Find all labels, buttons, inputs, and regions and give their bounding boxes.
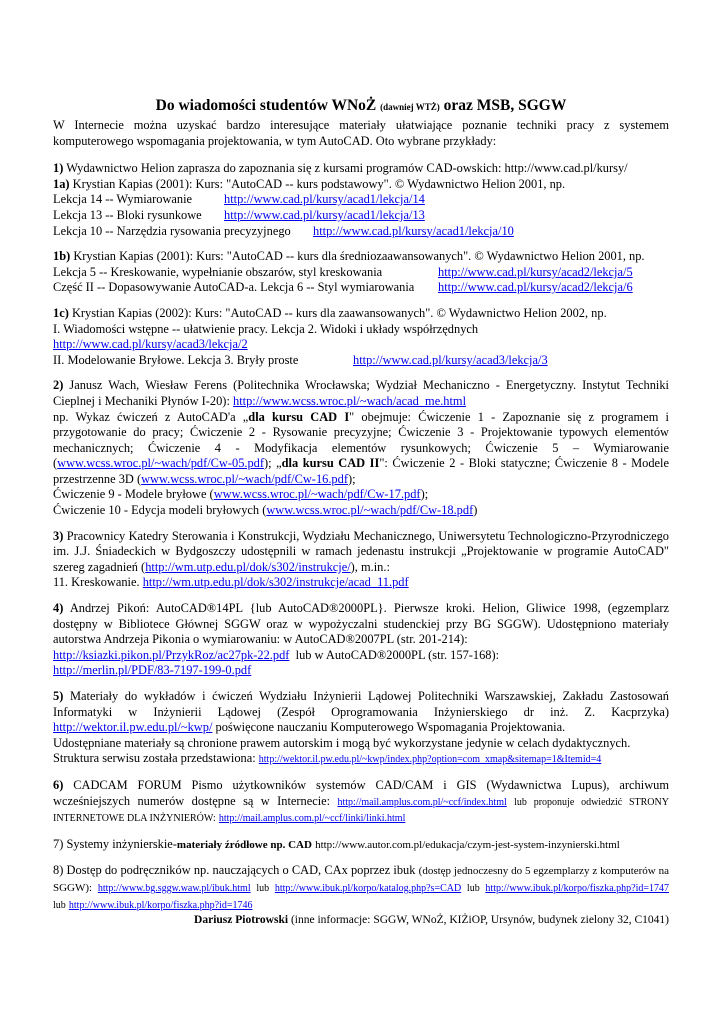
lesson-link[interactable]: http://www.cad.pl/kursy/acad1/lekcja/13 [224,207,425,222]
course-cad-2: dla kursu CAD II [281,456,380,471]
document-page [53,97,669,929]
section-5-line2: Udostępniane materiały są chronione prawem autorskim i mogą być wykorzystane jedynie w celach dydaktycznych. [53,735,631,750]
section-4-links [53,648,669,664]
lesson-row [53,192,669,208]
cw17-link[interactable]: www.wcss.wroc.pl/~wach/pdf/Cw-17.pdf [213,487,421,502]
title-paren: (dawniej WTŻ) [380,102,440,112]
section-3-number: 3) [53,528,64,543]
ibuk-link-3[interactable]: http://www.ibuk.pl/korpo/fiszka.php?id=1747 [485,882,670,894]
section-8 [53,863,669,913]
section-1c-number: 1c) [53,305,69,320]
section-7-number: 7) [53,836,64,851]
section-1c-text: Krystian Kapias (2002): Kurs: "AutoCAD -- kurs dla zaawansowanych". © Wydawnictwo Helion 2002, np. [71,305,607,320]
section-4-number: 4) [53,601,64,616]
text-span: Dostęp do podręczników np. nauczających o CAD, CAx poprzez ibuk [66,863,416,878]
cw16-link[interactable]: www.wcss.wroc.pl/~wach/pdf/Cw-16.pdf [141,471,348,486]
section-3-text: Pracownicy Katedry Sterowania i Konstrukcji, Wydziału Mechanicznego, Uniwersytetu Technologiczno-Przyrodniczego im. J.J. Śniadeckich w Bydgoszczy udostępnili w ramach jedenastu instrukcji „Projektowanie w programie AutoCAD" szereg zagadnień ( [53,528,670,574]
text-span: lub [256,882,270,894]
text-span: Ćwiczenie 9 - Modele bryłowe ( [53,487,214,502]
text-span: ); [420,487,429,502]
text-span: lub proponuje odwiedzić STRONY INTERNETOWE DLA INŻYNIERÓW: [53,796,669,825]
footer-info: (inne informacje: SGGW, WNoŻ, KIŻiOP, Ursynów, budynek zielony 32, C1041) [290,914,669,927]
section-3-link-2[interactable]: http://wm.utp.edu.pl/dok/s302/instrukcje/acad_11.pdf [142,575,409,590]
section-3-link[interactable]: http://wm.utp.edu.pl/dok/s302/instrukcje/ [145,559,351,574]
lesson-link[interactable]: http://www.cad.pl/kursy/acad2/lekcja/5 [438,264,633,279]
section-5-line3 [53,751,669,768]
text-span: poświęcone nauczaniu Komputerowego Wspomagania Projektowania. [215,720,566,735]
lesson-row [53,265,669,281]
text-span: np. Wykaz ćwiczeń z AutoCAD'a „ [53,409,249,424]
lesson-link[interactable]: http://www.cad.pl/kursy/acad1/lekcja/10 [313,223,514,238]
section-5-link-2[interactable]: http://wektor.il.pw.edu.pl/~kwp/index.php?option=com_xmap&sitemap=1&Itemid=4 [258,754,602,766]
ibuk-link-2[interactable]: http://www.ibuk.pl/korpo/katalog.php?s=CAD [274,882,462,894]
lesson-label: II. Modelowanie Bryłowe. Lekcja 3. Bryły proste [53,352,299,367]
lesson-link[interactable]: http://www.cad.pl/kursy/acad2/lekcja/6 [438,280,633,295]
section-6-text: CADCAM FORUM Pismo użytkowników systemów CAD/CAM i GIS (Wydawnictwa Lupus), archiwum wcześniejszych numerów dostępne są w Internecie: [53,777,669,808]
text-span: lub w AutoCAD®2000PL (str. 157-168): [295,647,500,662]
section-1-number: 1) [53,161,64,176]
section-6-number: 6) [53,777,64,792]
section-1c-line1: I. Wiadomości wstępne -- ułatwienie pracy. Lekcja 2. Widoki i układy współrzędnych [53,321,479,336]
intro-paragraph: W Internecie można uzyskać bardzo interesujące materiały ułatwiające poznanie techniki pracy z systemem komputerowego wspomagania projektowania, w tym AutoCAD. Oto wybrane przykłady: [53,118,669,148]
cw05-link[interactable]: www.wcss.wroc.pl/~wach/pdf/Cw-05.pdf [57,456,265,471]
text-span: ) [473,503,478,518]
section-1a-text: Krystian Kapias (2001): Kurs: "AutoCAD -- kurs podstawowy". © Wydawnictwo Helion 2001, np. [72,176,566,191]
section-4 [53,601,669,648]
text-span: lub [466,882,480,894]
section-5 [53,689,669,736]
course-cad-1: dla kursu CAD I [248,409,350,424]
lesson-label: Lekcja 14 -- Wymiarowanie [53,192,193,207]
lesson-label: Lekcja 10 -- Narzędzia rysowania precyzyjnego [53,223,291,238]
section-1 [53,161,669,177]
text-span: Struktura serwisu została przedstawiona: [53,751,256,766]
ibuk-link-4[interactable]: http://www.ibuk.pl/korpo/fiszka.php?id=1746 [68,899,253,911]
section-7-url: http://www.autor.com.pl/edukacja/czym-jest-system-inzynierski.html [315,838,620,851]
section-6 [53,778,669,827]
lesson-label: Lekcja 13 -- Bloki rysunkowe [53,207,202,222]
section-2-text: Janusz Wach, Wiesław Ferens (Politechnika Wrocławska; Wydział Mechaniczno - Energetyczny. Instytut Techniki Cieplnej i Mechaniki Płynów I-20): [53,378,669,408]
text-span: ); [347,471,356,486]
section-2-exercises [53,410,669,488]
lesson-label: Lekcja 5 -- Kreskowanie, wypełnianie obszarów, styl kreskowania [53,264,383,279]
footer-author: Dariusz Piotrowski [194,914,289,927]
lesson-row [53,353,669,369]
section-1c-link-1[interactable]: http://www.cad.pl/kursy/acad3/lekcja/2 [53,337,248,352]
section-4-link-1[interactable]: http://ksiazki.pikon.pl/PrzykRoz/ac27pk-22.pdf [53,647,290,662]
section-1b-number: 1b) [53,249,71,264]
section-1a-number: 1a) [53,176,70,191]
exercise-9 [53,487,669,503]
section-5-link-1[interactable]: http://wektor.il.pw.edu.pl/~kwp/ [53,720,213,735]
text-span: 11. Kreskowanie. [53,575,140,590]
section-4-link-2[interactable]: http://merlin.pl/PDF/83-7197-199-0.pdf [53,663,252,678]
cw18-link[interactable]: www.wcss.wroc.pl/~wach/pdf/Cw-18.pdf [266,503,474,518]
lesson-row [53,208,669,224]
text-span: " obejmuje: Ćwiczenie 1 - Zapoznanie się z programem i przygotowanie do pracy; Ćwiczenie 2 - Rysowanie precyzyjne; Ćwiczenie 3 - Projektowanie typowych elementów mechanicznych; Ćwiczenie 4 - Modyfikacja elementów rysunkowych; Ćwiczenie 5 – Wymiarowanie ( [53,409,669,471]
title-rest: oraz MSB, SGGW [443,97,567,114]
section-2-link[interactable]: http://www.wcss.wroc.pl/~wach/acad_me.html [233,393,467,408]
footer [53,913,669,929]
section-1c [53,306,669,322]
lesson-row [53,224,669,240]
section-2-number: 2) [53,378,64,393]
title-main: Do wiadomości studentów WNoŻ [155,97,377,114]
section-5-number: 5) [53,689,64,703]
lesson-label: Część II -- Dopasowywanie AutoCAD-a. Lekcja 6 -- Styl wymiarowania [53,280,415,295]
section-4-text: Andrzej Pikoń: AutoCAD®14PL {lub AutoCAD®2000PL}. Pierwsze kroki. Helion, Gliwice 1998, (egzemplarz dostępny w Bibliotece Głównej SGGW oraz w wypożyczalni studenckiej przy BG SGGW). Udostępniono materiały autorstwa Andrzeja Pikonia o wymiarowaniu: w AutoCAD®2007PL (str. 201-214): [53,601,669,647]
text-span: ": Ćwiczenie 2 - Bloki statyczne; Ćwiczenie 8 - Modele przestrzenne 3D ( [53,456,669,486]
text-span: lub [53,899,66,911]
section-1a [53,177,669,193]
text-span: ), m.in.: [350,559,390,574]
exercise-10 [53,503,669,519]
text-span: (dostęp jednoczesny do 5 egzemplarzy z komputerów na SGGW): [53,865,669,894]
lesson-row [53,280,669,296]
section-1b-text: Krystian Kapias (2001): Kurs: "AutoCAD -- kurs dla średniozaawansowanych". © Wydawnictwo Helion 2001, np. [73,249,645,264]
section-5-text: Materiały do wykładów i ćwiczeń Wydziału Inżynierii Lądowej Politechniki Warszawskiej, Zakładu Zastosowań Informatyki w Inżynierii Lądowej (Zespół Oprogramowania Inżynierskiego dr inż. Z. Kacprzyka) [53,689,669,719]
section-7 [53,837,669,854]
section-1-text: Wydawnictwo Helion zaprasza do zapoznania się z kursami programów CAD-owskich: http://www.cad.pl/kursy/ [66,161,628,176]
section-6-link-2[interactable]: http://mail.amplus.com.pl/~ccf/linki/linki.html [218,813,406,825]
section-1b [53,249,669,265]
section-3 [53,529,669,576]
section-2 [53,378,669,409]
section-6-link-1[interactable]: http://mail.amplus.com.pl/~ccf/index.html [337,796,507,808]
text-span: Systemy inżynierskie- [66,836,177,851]
lesson-link[interactable]: http://www.cad.pl/kursy/acad3/lekcja/3 [353,352,548,367]
lesson-link[interactable]: http://www.cad.pl/kursy/acad1/lekcja/14 [224,192,425,207]
text-span: ); „ [264,456,282,471]
text-span: Ćwiczenie 10 - Edycja modeli bryłowych ( [53,503,267,518]
page-title [53,97,669,116]
text-span: materiały źródłowe np. CAD [176,838,312,851]
section-8-number: 8) [53,863,64,878]
section-3-line [53,575,669,591]
ibuk-link-1[interactable]: http://www.bg.sggw.waw.pl/ibuk.html [97,882,251,894]
